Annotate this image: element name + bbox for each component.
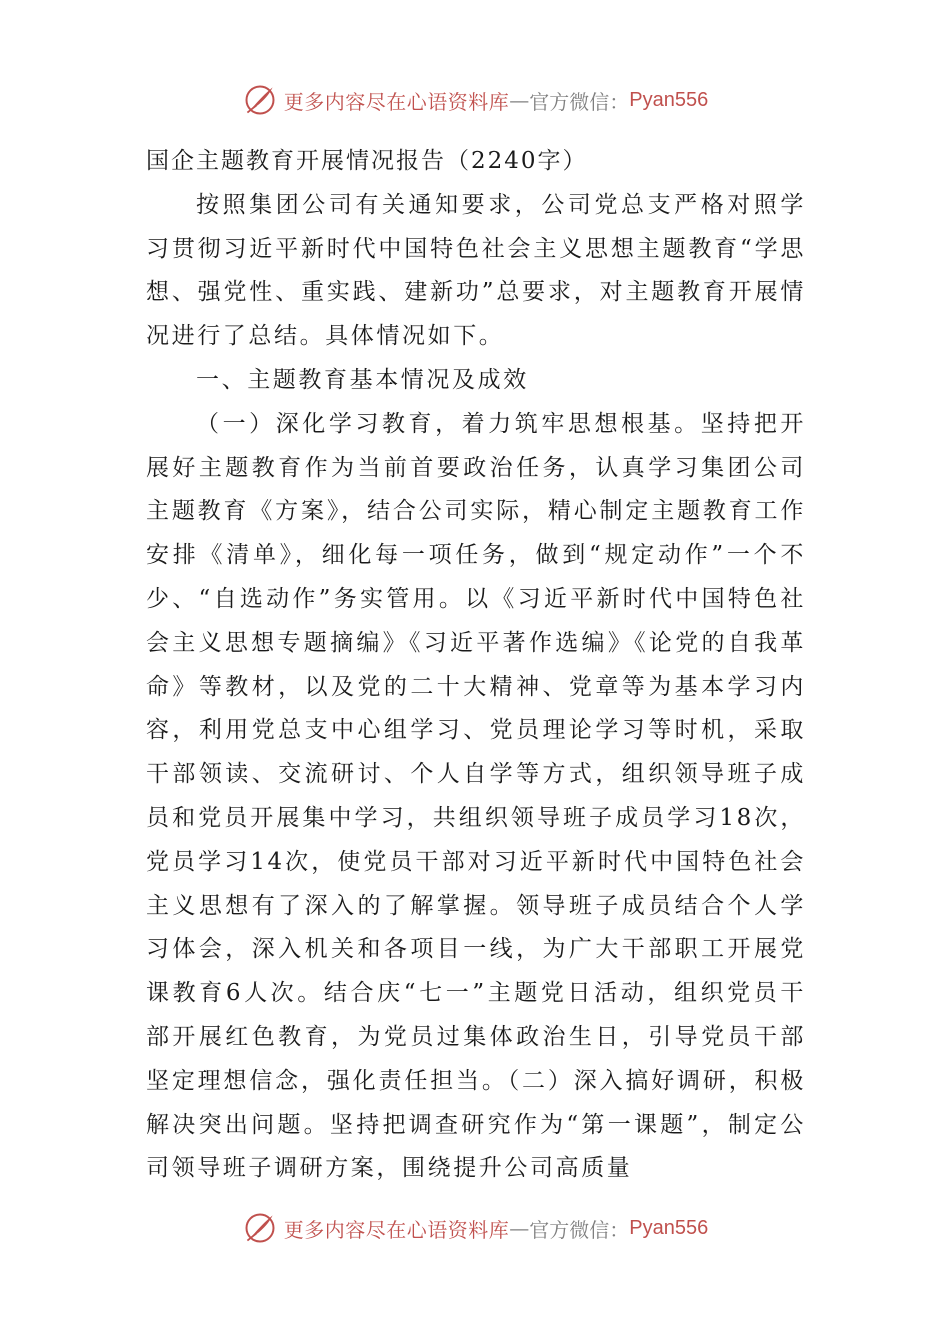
header-banner	[0, 80, 950, 120]
quill-logo-icon	[242, 1210, 278, 1246]
banner-wechat-label: 官方微信：	[529, 89, 630, 114]
document-title: 国企主题教育开展情况报告（2240字）	[146, 148, 588, 174]
banner-text: 更多内容尽在心语资料库	[283, 1217, 510, 1242]
banner-wechat-id: Pyan556	[629, 88, 709, 111]
banner-dash: —	[509, 88, 530, 112]
document-body	[146, 140, 806, 1191]
footer-banner	[0, 1208, 950, 1248]
banner-text: 更多内容尽在心语资料库	[283, 89, 510, 114]
intro-paragraph: 按照集团公司有关通知要求，公司党总支严格对照学习贯彻习近平新时代中国特色社会主义思想主题教育“学思想、强党性、重实践、建新功”总要求，对主题教育开展情况进行了总结。具体情况如下。	[146, 191, 806, 350]
quill-logo-icon	[242, 82, 278, 118]
banner-wechat-id: Pyan556	[629, 1216, 709, 1239]
section-heading: 一、主题教育基本情况及成效	[196, 366, 529, 393]
section-paragraph: （一）深化学习教育，着力筑牢思想根基。坚持把开展好主题教育作为当前首要政治任务，认真学习集团公司主题教育《方案》，结合公司实际，精心制定主题教育工作安排《清单》，细化每一项任务，做到“规定动作”一个不少、“自选动作”务实管用。以《习近平新时代中国特色社会主义思想专题摘编》《习近平著作选编》《论党的自我革命》等教材，以及党的二十大精神、党章等为基本学习内容，利用党总支中心组学习、党员理论学习等时机，采取干部领读、交流研讨、个人自学等方式，组织领导班子成员和党员开展集中学习，共组织领导班子成员学习18次，党员学习14次，使党员干部对习近平新时代中国特色社会主义思想有了深入的了解掌握。领导班子成员结合个人学习体会，深入机关和各项目一线，为广大干部职工开展党课教育6人次。结合庆“七一”主题党日活动，组织党员干部开展红色教育，为党员过集体政治生日，引导党员干部坚定理想信念，强化责任担当。（二）深入搞好调研，积极解决突出问题。坚持把调查研究作为“第一课题”，制定公司领导班子调研方案，围绕提升公司高质量	[146, 410, 806, 1182]
banner-dash: —	[509, 1216, 530, 1240]
banner-wechat-label: 官方微信：	[529, 1217, 630, 1242]
